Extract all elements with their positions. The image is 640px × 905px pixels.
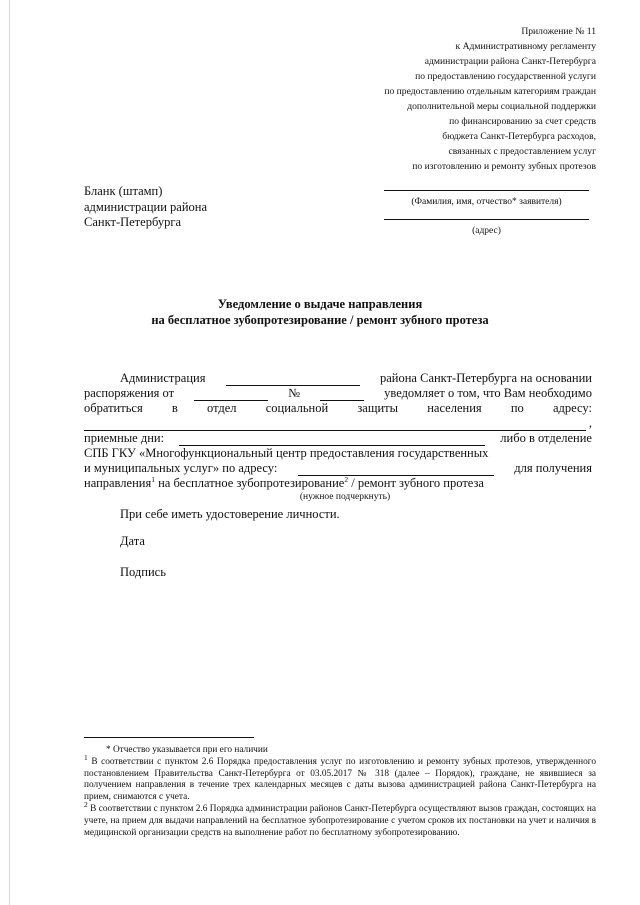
body-line-2 <box>84 386 592 401</box>
signature-label: Подпись <box>120 565 166 579</box>
appendix-line: связанных с предоставлением услуг <box>448 146 596 157</box>
body-text: приемные дни: <box>84 431 165 445</box>
body-text: обратиться <box>84 401 143 415</box>
body-text: адресу: <box>553 401 592 415</box>
footnote-ref-1: 1 <box>151 474 155 484</box>
footnote-1 <box>84 752 597 804</box>
body-text: защиты <box>357 401 399 415</box>
appendix-line: бюджета Санкт-Петербурга расходов, <box>442 131 596 142</box>
body-line-3 <box>84 401 592 416</box>
body-text: для получения <box>514 461 592 475</box>
applicant-name-caption: (Фамилия, имя, отчество* заявителя) <box>411 197 562 207</box>
applicant-address-line <box>384 209 589 220</box>
body-text: населения <box>427 401 482 415</box>
appendix-header <box>296 24 596 174</box>
body-line-8 <box>84 476 592 491</box>
id-note: При себе иметь удостоверение личности. <box>120 507 340 521</box>
district-blank <box>226 374 360 386</box>
body-line-7 <box>84 461 592 476</box>
footnote-text: В соответствии с пунктом 2.6 Порядка предоставления услуг по изготовлению и ремонту зубных протезов, утвержденного постановлением Правительства Санкт-Петербурга от 03.05.2017 № 318 (далее – Порядок), граждане, не явившиеся за получением направления в течение трех календарных месяцев с даты вызова администрацией района Санкт-Петербурга на прием, снимаются с учета. <box>84 756 597 803</box>
stamp-line: Санкт-Петербурга <box>84 215 182 229</box>
body-text: социальной <box>265 401 329 415</box>
body-text: и муниципальных услуг» по адресу: <box>84 461 278 475</box>
date-label: Дата <box>120 534 145 548</box>
appendix-line: по изготовлению и ремонту зубных протезов <box>412 161 596 172</box>
stamp-line: администрации района <box>84 199 208 214</box>
body-line-4 <box>84 416 592 431</box>
body-text: № <box>288 386 301 400</box>
footnote-mark: 1 <box>84 752 88 762</box>
address-blank <box>84 419 586 431</box>
body-text: либо в отделение <box>500 431 592 445</box>
body-line-6: СПБ ГКУ «Многофункциональный центр предоставления государственных <box>84 446 489 460</box>
body-text: / ремонт зубного протеза <box>351 476 484 490</box>
scan-edge <box>9 0 10 905</box>
footnote-ref-2: 2 <box>344 474 349 484</box>
body-text: на бесплатное зубопротезирование <box>158 476 345 490</box>
footnote-star: * Отчество указывается при его наличии <box>106 745 268 755</box>
footnote-divider <box>84 737 254 738</box>
notice-body <box>84 371 592 522</box>
order-number-blank <box>320 389 364 401</box>
applicant-block <box>384 180 589 238</box>
footnote-mark: 2 <box>84 799 88 809</box>
appendix-line: по предоставлению отдельным категориям граждан <box>384 86 596 97</box>
order-date-blank <box>194 389 268 401</box>
body-line-1 <box>84 371 592 386</box>
appendix-line: по финансированию за счет средств <box>449 116 596 127</box>
appendix-line: администрации района Санкт-Петербурга <box>424 56 596 67</box>
mfc-address-blank <box>298 464 494 476</box>
title-line-2: на бесплатное зубопротезирование / ремонт зубного протеза <box>151 313 489 327</box>
body-text: , <box>588 416 592 430</box>
body-text: распоряжения от <box>84 386 175 400</box>
body-text: по <box>510 401 524 415</box>
document-title <box>0 296 640 328</box>
letterhead-stamp <box>84 184 207 231</box>
footnotes <box>84 745 596 839</box>
footnote-2 <box>84 799 597 839</box>
body-text: района Санкт-Петербурга на основании <box>380 371 592 385</box>
title-line-1: Уведомление о выдаче направления <box>217 297 423 311</box>
appendix-line: Приложение № 11 <box>521 26 596 37</box>
appendix-line: к Административному регламенту <box>455 41 596 52</box>
body-text: Администрация <box>120 371 206 385</box>
footnote-text: В соответствии с пунктом 2.6 Порядка администрации районов Санкт-Петербурга осуществляют вызов граждан, состоящих на учете, на прием для выдачи направлений на бесплатное зубопротезирование с учетом сроков их постановки на учет и наличия в медицинской организации средств на выполнение работ по бесплатному зубопротезированию. <box>84 803 597 838</box>
stamp-line: Бланк (штамп) <box>84 184 163 198</box>
reception-days-blank <box>179 434 485 446</box>
body-text: отдел <box>207 401 237 415</box>
applicant-address-caption: (адрес) <box>472 226 501 236</box>
body-text: в <box>171 401 178 415</box>
appendix-line: дополнительной меры социальной поддержки <box>407 101 596 112</box>
appendix-line: по предоставлению государственной услуги <box>415 71 596 82</box>
body-line-5 <box>84 431 592 446</box>
body-text: направления <box>84 476 152 490</box>
body-text: уведомляет о том, что Вам необходимо <box>384 386 592 400</box>
underline-note: (нужное подчеркнуть) <box>299 492 391 502</box>
applicant-name-line <box>384 180 589 191</box>
